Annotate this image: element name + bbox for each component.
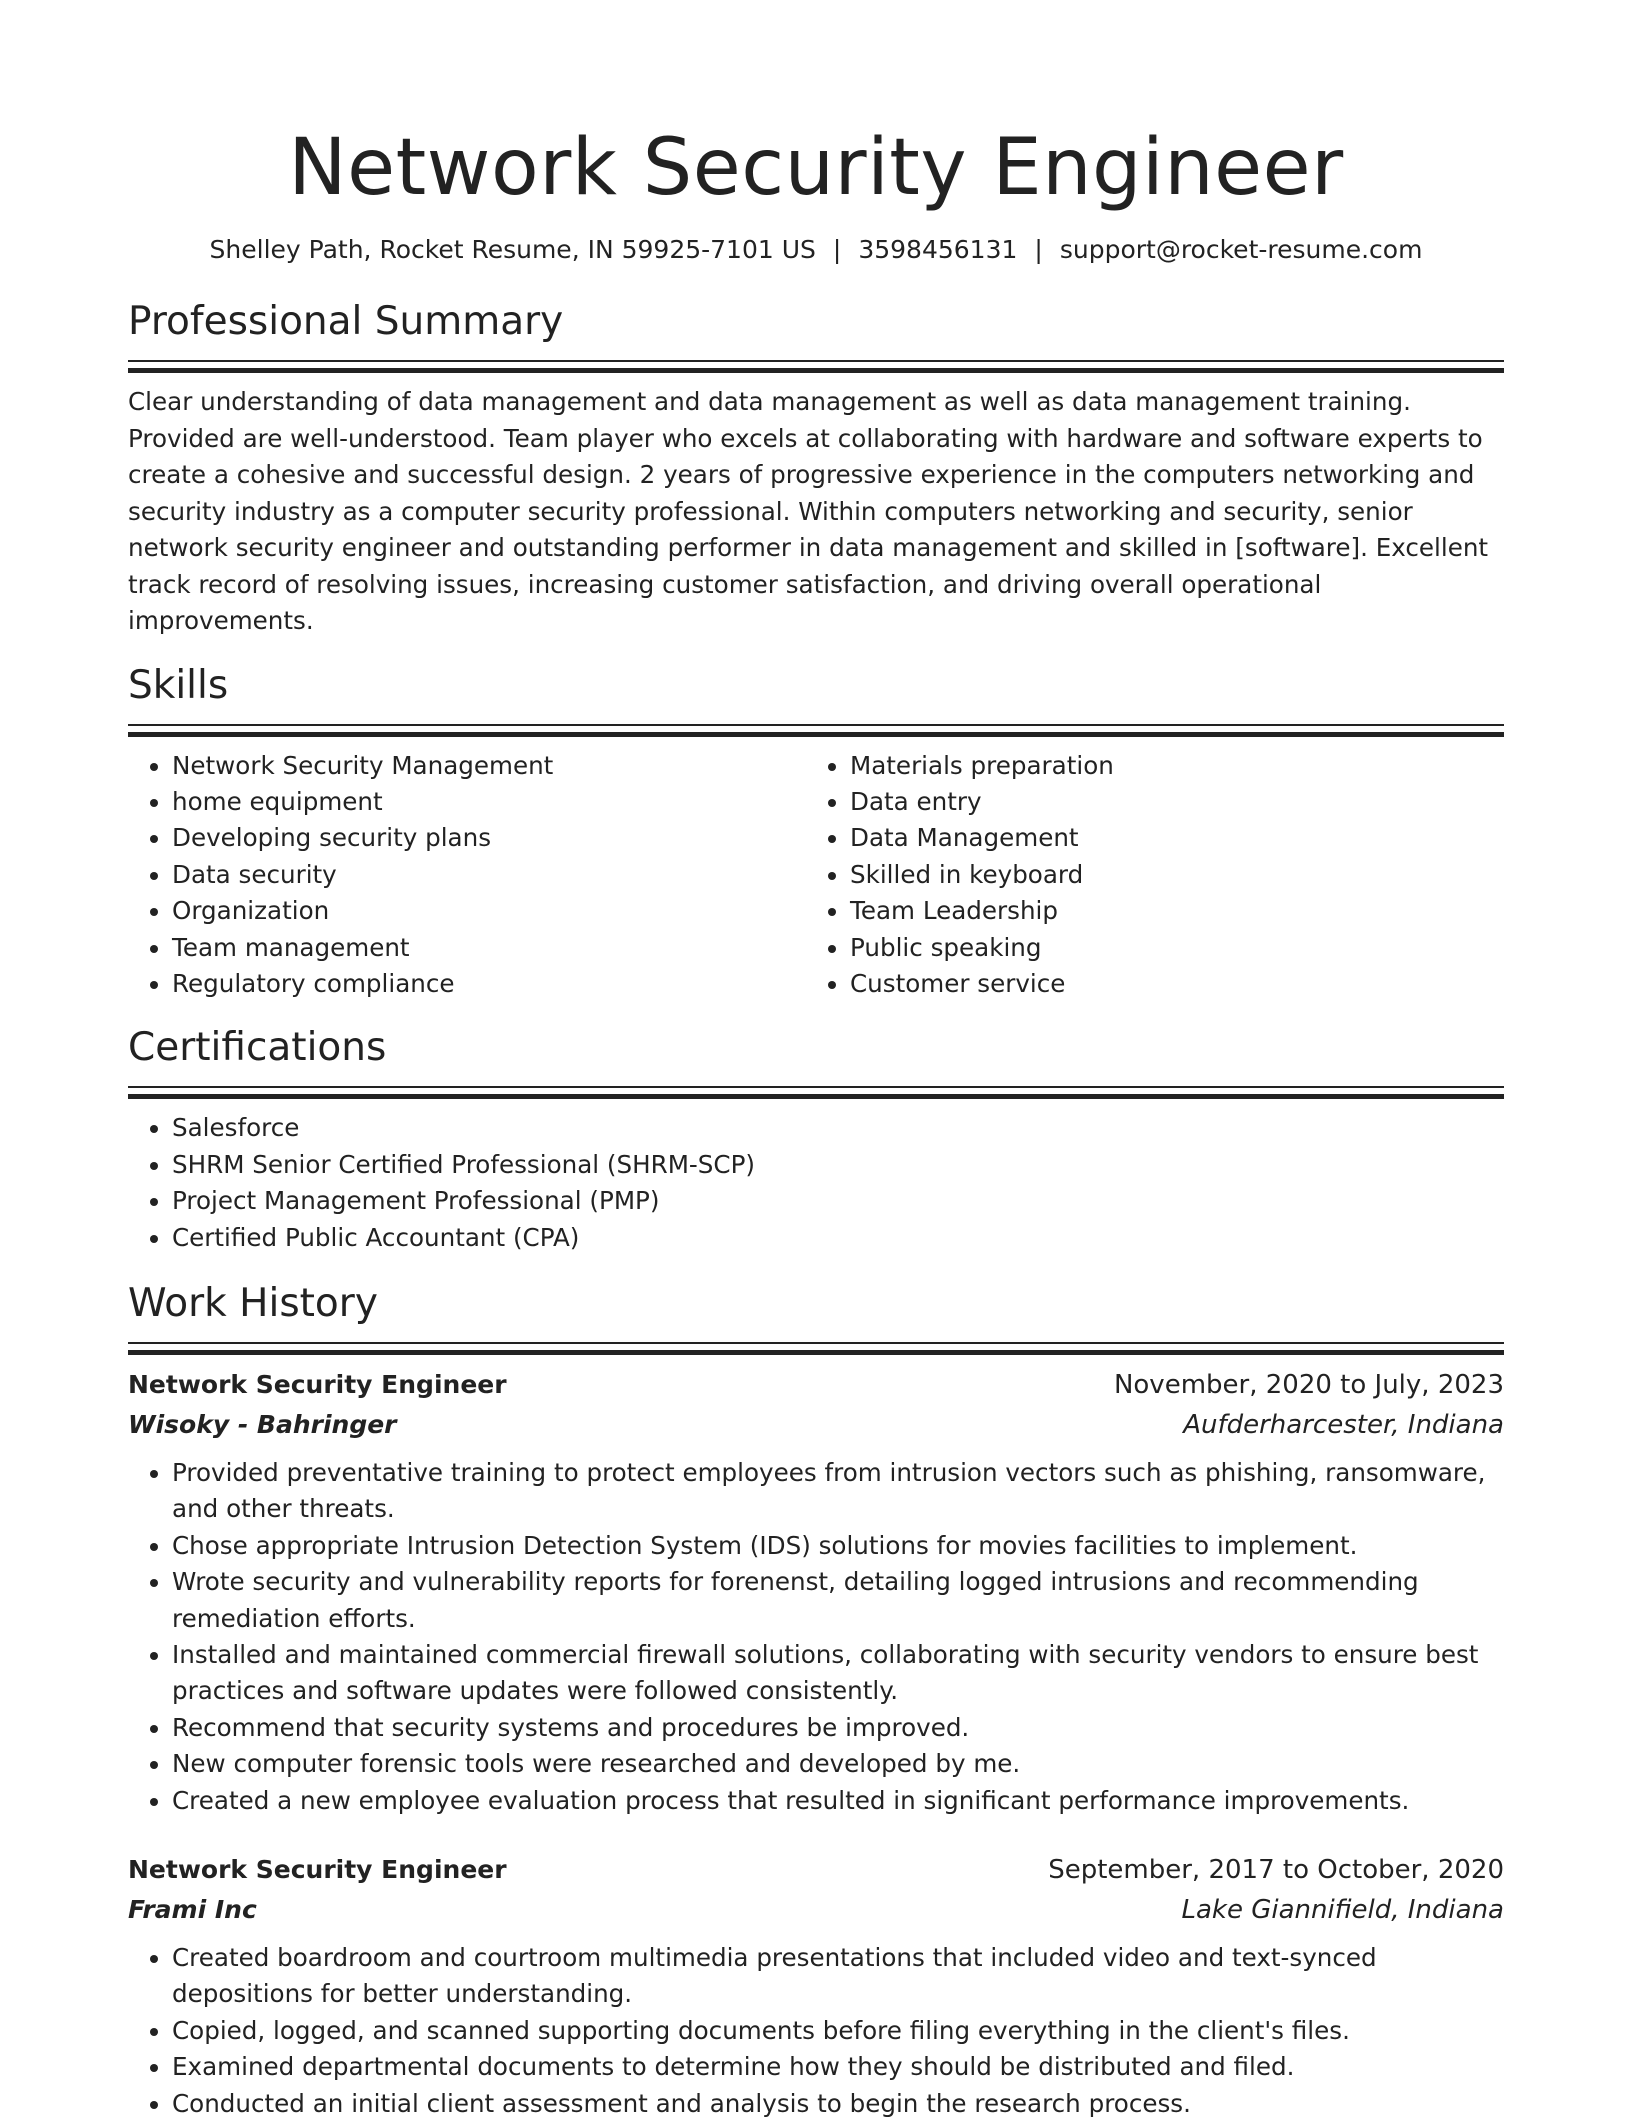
job-location: Lake Giannifield, Indiana — [1181, 1895, 1504, 1926]
job-bullet: • Copied, logged, and scanned supporting documents before filing everything in the client's files. — [172, 2013, 1504, 2049]
skills-left-column — [128, 748, 806, 1003]
skill-item: • Customer service — [850, 966, 1484, 1002]
summary-heading: Professional Summary — [128, 299, 564, 344]
certifications-heading: Certifications — [128, 1025, 387, 1071]
skill-item: • home equipment — [172, 784, 806, 820]
job-title: Network Security Engineer — [128, 1369, 507, 1399]
certifications-list — [128, 1110, 1504, 1256]
job-bullet: • Chose appropriate Intrusion Detection System (IDS) solutions for movies facilities to implement. — [172, 1528, 1504, 1564]
skill-item: • Developing security plans — [172, 820, 806, 856]
certification-item: • SHRM Senior Certified Professional (SHRM-SCP) — [172, 1147, 1504, 1183]
job-header-row — [128, 1850, 1504, 1890]
summary-text: Clear understanding of data management and data management as well as data management training. Provided are well-understood. Team player who excels at collaborating with hardware and software experts to create a cohesive and successful design. 2 years of progressive experience in the computers networking and security industry as a computer security professional. Within computers networking and security, senior network security engineer and outstanding performer in data management and skilled in [software]. Excellent track record of resolving issues, increasing customer satisfaction, and driving overall operational improvements. — [128, 387, 1489, 635]
skill-item: • Public speaking — [850, 930, 1484, 966]
contact-separator: | — [832, 235, 842, 264]
contact-phone: 3598456131 — [858, 235, 1018, 264]
resume-page — [128, 0, 1504, 2122]
skill-item: • Network Security Management — [172, 748, 806, 784]
skills-right-column — [806, 748, 1484, 1003]
skill-item: • Data Management — [850, 820, 1484, 856]
certifications-section — [128, 1024, 1504, 1256]
job-dates: September, 2017 to October, 2020 — [1048, 1855, 1504, 1886]
job-bullet: • Wrote security and vulnerability reports for forenenst, detailing logged intrusions and recommending remediation efforts. — [172, 1564, 1504, 1637]
skill-item: • Skilled in keyboard — [850, 857, 1484, 893]
work-history-section — [128, 1280, 1504, 2122]
job-dates: November, 2020 to July, 2023 — [1113, 1369, 1504, 1400]
skill-item: • Data entry — [850, 784, 1484, 820]
section-divider — [128, 360, 1504, 375]
section-divider — [128, 1342, 1504, 1357]
contact-separator: | — [1034, 235, 1043, 264]
job-bullet: • Conducted an initial client assessment and analysis to begin the research process. — [172, 2086, 1504, 2122]
skill-item: • Organization — [172, 893, 806, 929]
skill-item: • Materials preparation — [850, 748, 1484, 784]
job-header-row — [128, 1365, 1504, 1405]
job-company: Frami Inc — [128, 1895, 257, 1925]
certification-item: • Certified Public Accountant (CPA) — [172, 1220, 1504, 1256]
job-bullets — [128, 1940, 1504, 2122]
job-company: Wisoky - Bahringer — [128, 1409, 397, 1439]
job-company-row — [128, 1890, 1504, 1930]
job-bullet: • Recommend that security systems and procedures be improved. — [172, 1710, 1504, 1746]
certification-item: • Project Management Professional (PMP) — [172, 1183, 1504, 1219]
job-bullet: • Installed and maintained commercial firewall solutions, collaborating with security vendors to ensure best practices and software updates were followed consistently. — [172, 1637, 1504, 1710]
work-history-heading: Work History — [128, 1280, 378, 1326]
contact-email[interactable]: support@rocket-resume.com — [1059, 235, 1423, 264]
resume-title: Network Security Engineer — [288, 123, 1344, 213]
skill-item: • Data security — [172, 857, 806, 893]
skills-section — [128, 662, 1504, 1003]
skills-heading: Skills — [128, 662, 229, 708]
job-title: Network Security Engineer — [128, 1855, 507, 1885]
skill-item: • Regulatory compliance — [172, 966, 806, 1002]
section-divider — [128, 1086, 1504, 1101]
job-company-row — [128, 1405, 1504, 1445]
summary-section — [128, 298, 1504, 640]
section-divider — [128, 724, 1504, 739]
job-bullet: • Examined departmental documents to determine how they should be distributed and filed. — [172, 2049, 1504, 2085]
job-bullet: • New computer forensic tools were researched and developed by me. — [172, 1746, 1504, 1782]
job-entry — [128, 1850, 1504, 2122]
job-bullet: • Created boardroom and courtroom multimedia presentations that included video and text-synced depositions for better understanding. — [172, 1940, 1504, 2013]
skill-item: • Team management — [172, 930, 806, 966]
job-location: Aufderharcester, Indiana — [1183, 1409, 1504, 1440]
job-entry — [128, 1365, 1504, 1819]
job-bullets — [128, 1455, 1504, 1819]
job-bullet: • Provided preventative training to protect employees from intrusion vectors such as phishing, ransomware, and other threats. — [172, 1455, 1504, 1528]
skills-columns — [128, 748, 1504, 1003]
job-bullet: • Created a new employee evaluation process that resulted in significant performance improvements. — [172, 1783, 1504, 1819]
contact-address: Shelley Path, Rocket Resume, IN 59925-7101 US — [209, 235, 816, 264]
skill-item: • Team Leadership — [850, 893, 1484, 929]
contact-line — [128, 235, 1504, 265]
certification-item: • Salesforce — [172, 1110, 1504, 1146]
